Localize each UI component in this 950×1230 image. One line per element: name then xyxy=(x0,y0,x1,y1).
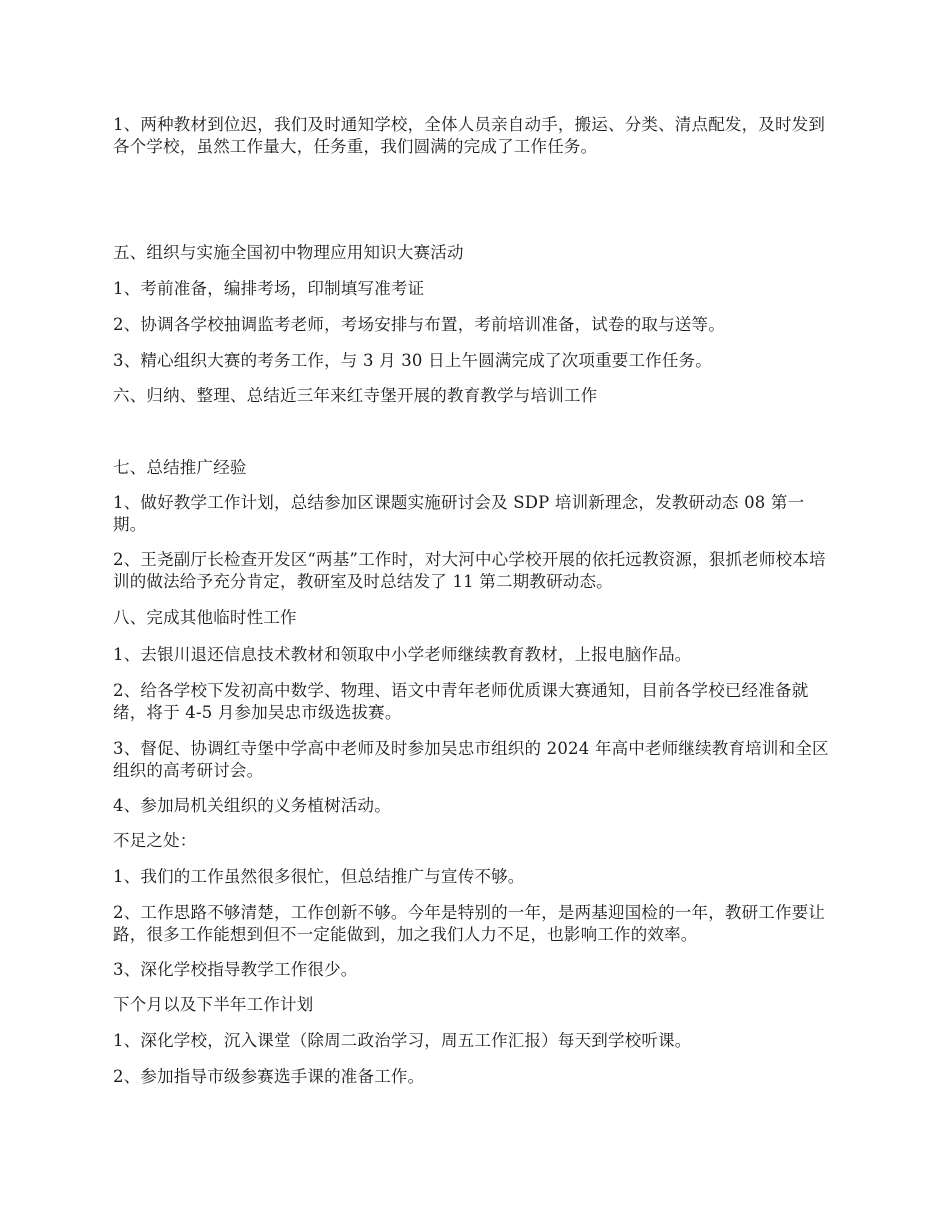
paragraph-return-textbooks: 1、去银川退还信息技术教材和领取中小学老师继续教育教材，上报电脑作品。 xyxy=(113,645,692,664)
paragraph-shortcoming-promotion: 1、我们的工作虽然很多很忙，但总结推广与宣传不够。 xyxy=(113,867,525,886)
paragraph-teaching-plan: 1、做好教学工作计划，总结参加区课题实施研讨会及 SDP 培训新理念，发教研动态 08 第一期。 xyxy=(113,493,805,534)
paragraph-invigilator-coordination: 2、协调各学校抽调监考老师，考场安排与布置，考前培训准备，试卷的取与送等。 xyxy=(113,315,725,334)
paragraph-exam-affairs: 3、精心组织大赛的考务工作，与 3 月 30 日上午圆满完成了次项重要工作任务。 xyxy=(113,351,712,370)
paragraph-continuing-education: 3、督促、协调红寺堡中学高中老师及时参加吴忠市组织的 2024 年高中老师继续教育培训和全区组织的高考研讨会。 xyxy=(113,739,829,780)
heading-section-seven: 七、总结推广经验 xyxy=(113,458,247,477)
paragraph-plan-contest-guidance: 2、参加指导市级参赛选手课的准备工作。 xyxy=(113,1067,425,1086)
heading-shortcomings: 不足之处： xyxy=(113,831,197,850)
paragraph-exam-preparation: 1、考前准备，编排考场，印制填写准考证 xyxy=(113,279,425,298)
paragraph-shortcoming-guidance: 3、深化学校指导教学工作很少。 xyxy=(113,960,358,979)
paragraph-inspection: 2、王尧副厅长检查开发区“两基”工作时，对大河中心学校开展的依托远教资源，狠抓老师校本培训的做法给予充分肯定，教研室及时总结发了 11 第二期教研动态。 xyxy=(113,550,826,591)
heading-section-six: 六、归纳、整理、总结近三年来红寺堡开展的教育教学与培训工作 xyxy=(113,386,598,405)
paragraph-plan-classroom: 1、深化学校，沉入课堂（除周二政治学习，周五工作汇报）每天到学校听课。 xyxy=(113,1031,692,1050)
paragraph-shortcoming-innovation: 2、工作思路不够清楚，工作创新不够。今年是特别的一年，是两基迎国检的一年，教研工作要让路，很多工作能想到但不一定能做到，加之我们人力不足，也影响工作的效率。 xyxy=(113,903,826,944)
heading-section-eight: 八、完成其他临时性工作 xyxy=(113,608,297,627)
paragraph-textbook-distribution: 1、两种教材到位迟，我们及时通知学校，全体人员亲自动手，搬运、分类、清点配发，及时发到各个学校，虽然工作量大，任务重，我们圆满的完成了工作任务。 xyxy=(113,115,826,156)
heading-work-plan: 下个月以及下半年工作计划 xyxy=(113,995,314,1014)
paragraph-quality-course-contest: 2、给各学校下发初高中数学、物理、语文中青年老师优质课大赛通知，目前各学校已经准备就绪，将于 4-5 月参加吴忠市级选拔赛。 xyxy=(113,681,809,722)
paragraph-tree-planting: 4、参加局机关组织的义务植树活动。 xyxy=(113,796,391,815)
heading-section-five: 五、组织与实施全国初中物理应用知识大赛活动 xyxy=(113,243,464,262)
